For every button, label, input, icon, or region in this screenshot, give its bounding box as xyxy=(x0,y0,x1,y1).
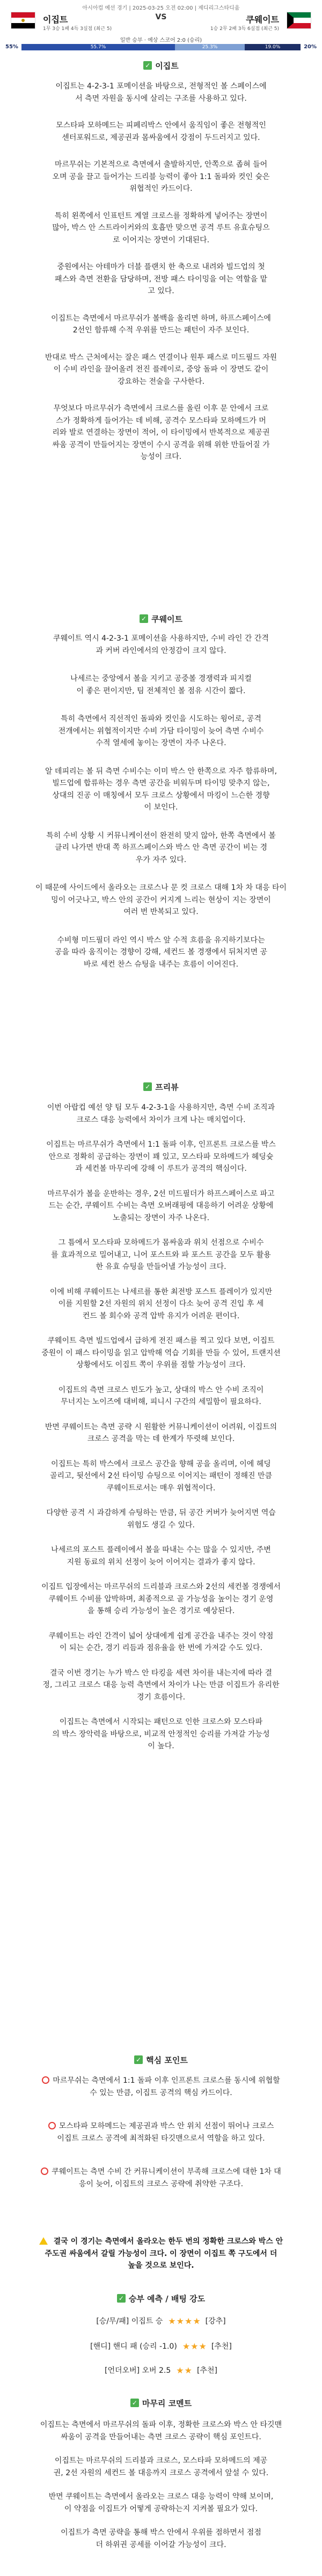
paragraph-line: 특히 왼쪽에서 인표턴트 계열 크로스를 정확하게 넣어주는 장면이 xyxy=(54,211,268,220)
paragraph-line: 다양한 공격 시 과감하게 슈팅하는 만큼, 뒤 공간 커버가 늦어지면 역습 xyxy=(46,1509,276,1517)
away-win-segment: 19.0% xyxy=(245,44,301,50)
paragraph-line: 쿠웨이트로서는 매우 위협적이다. xyxy=(106,1483,216,1493)
paragraph-line: 상황에서도 이집트 쪽이 우위를 점할 가능성이 크다. xyxy=(76,1361,246,1369)
key-point-line xyxy=(13,2120,309,2133)
paragraph-line: 경기 흐름이다. xyxy=(136,1692,186,1702)
paragraph-line: 과 커버 라인에서의 안정감이 크지 않다. xyxy=(96,646,226,655)
paragraph-line: 리와 발로 연결하는 장면이 적어, 이 타이밍에서 반복적으로 제공권 xyxy=(52,428,270,437)
paragraph xyxy=(13,1544,309,1568)
paragraph-line: 쿠웨이트 수비를 압박하며, 최종적으로 골 가능성을 높이는 경기 운영 xyxy=(48,1594,274,1603)
paragraph-line: 이번 아랍컵 예선 양 팀 모두 4-2-3-1을 사용하지만, 측면 수비 조직과 xyxy=(47,1103,275,1112)
paragraph-line: 쿠웨이트는 라인 간격이 넓어 상대에게 쉽게 공간을 내주는 것이 약점 xyxy=(48,1631,274,1640)
paragraph-line: 싸움 공격이 만들어지는 장면이 수시 공격을 위해 위한 만들어질 가 xyxy=(52,440,270,449)
paragraph-line: 이집트는 측면에서 시작되는 패턴으로 인한 크로스와 모스타파 xyxy=(59,1718,263,1726)
paragraph xyxy=(13,766,309,814)
warning-line-3: 높을 것으로 보인다. xyxy=(128,2261,194,2270)
paragraph-line: 스가 정확하게 들어가는 데 비해, 공격수 모스타파 모하메드가 머 xyxy=(56,416,266,425)
warning-line-1: 결국 이 경기는 측면에서 올라오는 한두 번의 정확한 크로스와 박스 안 xyxy=(53,2237,283,2246)
bet-label: [핸디] 핸디 패 (승리 -1.0) xyxy=(90,2342,177,2351)
kuwait-section-header xyxy=(0,612,322,625)
paragraph-line: 여러 번 반복되고 있다. xyxy=(123,908,199,916)
paragraph xyxy=(13,713,309,749)
paragraph-line: 공을 따라 움직이는 경향이 강해, 세컨드 볼 경쟁에서 뒤처지면 공 xyxy=(54,948,268,956)
paragraph-line: 골리고, 뒷선에서 2선 타이밍 슈팅으로 이어지는 패턴이 정해진 만큼 xyxy=(49,1472,273,1480)
paragraph-line: 빌드업에 합류하는 경우 측면 공간을 비워두며 타이밍 맞추지 않는, xyxy=(52,779,270,788)
paragraph-line: 반면 쿠웨이트는 측면 공략 시 원활한 커뮤니케이션이 어려워, 이집트의 xyxy=(45,1422,277,1431)
paragraph-line: 이 좋은 편이지만, 팀 전체적인 볼 점유 시간이 짧다. xyxy=(76,686,246,695)
paragraph xyxy=(13,403,309,463)
paragraph-line: 이 약점을 이집트가 어떻게 공략하는지 지켜볼 필요가 있다. xyxy=(64,2504,258,2513)
paragraph-line: 반대로 박스 근처에서는 잘은 패스 연결이나 원투 패스로 미드필드 자원 xyxy=(45,353,277,362)
circle-bullet-icon xyxy=(41,2167,48,2175)
check-icon: ✓ xyxy=(143,61,152,70)
paragraph-line: 컨드 볼 회수와 공격 압박 유지가 어려운 편이다. xyxy=(82,1311,240,1320)
paragraph xyxy=(13,210,309,247)
bet-label: [승/무/패] 이집트 승 xyxy=(96,2317,163,2326)
circle-bullet-icon xyxy=(42,2076,49,2084)
paragraph-line: 특히 수비 상황 시 커뮤니케이션이 완전히 맞지 않아, 한쪽 측면에서 볼 xyxy=(46,831,276,840)
paragraph xyxy=(13,159,309,195)
paragraph-line: 중원이 이 패스 타이밍을 읽고 압박해 역습 기회를 만들 수 있어, 트랜지션 xyxy=(41,1348,281,1357)
bet-label: [언더오버] 오버 2.5 xyxy=(105,2366,171,2375)
match-header xyxy=(0,0,322,51)
paragraph-line: 나세르의 포스트 플레이에서 볼을 따내는 수는 많을 수 있지만, 주변 xyxy=(51,1546,271,1554)
paragraph-line: 이 수비 라인을 끌어올려 전진 플레이로, 중앙 돌파 이 장면도 같이 xyxy=(53,365,269,374)
paragraph-line: 수비형 미드필더 라인 역시 박스 앞 수적 흐름을 유지하기보다는 xyxy=(57,936,265,945)
paragraph-line: 오며 공을 끌고 들어가는 드리블 능력이 좋아 1:1 돌파와 컷인 슛은 xyxy=(52,172,270,181)
paragraph xyxy=(13,1581,309,1617)
key-point-line xyxy=(13,2178,309,2191)
paragraph-line: 나세르는 중앙에서 볼을 지키고 공중볼 경쟁력과 피지컬 xyxy=(70,674,252,683)
paragraph xyxy=(13,313,309,337)
home-win-segment: 55.7% xyxy=(21,44,175,50)
paragraph-line: 과 세컨볼 마무리에 강해 이 루트가 공격의 핵심이다. xyxy=(75,1164,247,1173)
paragraph-line: 우가 자주 있다. xyxy=(135,855,187,864)
paragraph-line: 이에 비해 쿠웨이트는 나세르를 통한 최전방 포스트 플레이가 있지만 xyxy=(49,1287,273,1296)
kuwait-section-title: 쿠웨이트 xyxy=(151,614,182,624)
paragraph-line: 더 하위권 공세를 이어갈 가능성이 크다. xyxy=(96,2540,226,2549)
paragraph xyxy=(13,261,309,298)
key-point-text: 마르무쉬는 측면에서 1:1 돌파 이후 인프론트 크로스를 동시에 위협할 xyxy=(53,2076,280,2085)
paragraph-line: 수적 열세에 놓이는 장면이 자주 나온다. xyxy=(96,739,226,747)
paragraph xyxy=(13,352,309,388)
paragraph-line: 모스타파 모하메드는 피페리박스 안에서 움직임이 좋은 전형적인 xyxy=(56,121,266,130)
paragraph-line: 중원에서는 아테마가 더블 플랜치 한 축으로 내려와 빌드업의 첫 xyxy=(57,263,265,271)
paragraph-line: 의 박스 장악력을 바탕으로, 비교적 안정적인 승리를 가져갈 가능성 xyxy=(52,1729,270,1739)
paragraph-line: 고 있다. xyxy=(148,287,174,295)
paragraph xyxy=(13,1421,309,1445)
paragraph-line: 무너지는 노이즈에 대비해, 피니시 구간의 세밀함이 필요하다. xyxy=(61,1398,261,1406)
paragraph-line: 센터포워드로, 제공권과 몸싸움에서 강점이 두드러지고 있다. xyxy=(62,133,260,142)
key-point-text: 쿠웨이트는 측면 수비 간 커뮤니케이션이 부족해 크로스에 대한 1차 대 xyxy=(52,2167,281,2176)
paragraph xyxy=(13,2527,309,2551)
paragraph-line: 능성이 크다. xyxy=(140,452,182,461)
warning-icon xyxy=(39,2237,48,2245)
paragraph-line: 전개에서는 위협적이지만 수비 가담 타이밍이 늦어 측면 수비수 xyxy=(58,726,264,736)
paragraph-line: 이 높다. xyxy=(148,1742,174,1750)
paragraph-line: 반면 쿠웨이트는 측면에서 올라오는 크로스 대응 능력이 약해 보이며, xyxy=(48,2492,274,2501)
paragraph xyxy=(13,1630,309,1654)
match-meta: 아시아컵 예선 경기 | 2025-03-25 오전 02:00 | 제디리그스타디움 xyxy=(82,5,240,11)
paragraph-line: 쿠웨이트 측면 빌드업에서 급하게 전진 패스를 찍고 있다 보면, 이집트 xyxy=(47,1337,275,1345)
key-point-item xyxy=(13,2075,309,2099)
paragraph xyxy=(13,673,309,697)
prediction-line: 일반 승부 · 예상 스코어 2:0 (승리) xyxy=(120,38,202,43)
paragraph-line: 을 통해 승리 가능성이 높은 경기로 예상된다. xyxy=(87,1607,235,1615)
home-team-record: 1무 3승 1패 4득 3실점 (최근 5) xyxy=(43,26,112,32)
paragraph-line: 이집트는 4-2-3-1 포메이션을 바탕으로, 전형적인 볼 스페이스에 xyxy=(55,82,267,91)
paragraph xyxy=(13,120,309,144)
win-probability-bar xyxy=(21,44,301,50)
paragraph-line: 이집트의 측면 크로스 빈도가 높고, 상대의 박스 안 수비 조직이 xyxy=(58,1385,264,1394)
paragraph-line: 이집트는 측면에서 마르무쉬가 볼백을 올리면 하며, 하프스페이스에 xyxy=(51,314,271,323)
key-point-text: 응이 늦어, 이집트의 크로스 공략에 취약한 구조다. xyxy=(78,2179,244,2188)
paragraph-line: 바로 세컨 찬스 슈팅을 내주는 흐름이 이어진다. xyxy=(83,960,239,969)
bets-section-header xyxy=(0,2292,322,2305)
star-rating-icon: ★★★★ xyxy=(168,2315,201,2326)
paragraph-line: 이 때문에 사이드에서 올라오는 크로스나 문 컷 크로스 대해 1차 차 대응 타이 xyxy=(35,884,287,892)
vs-label: VS xyxy=(155,13,167,21)
paragraph-line: 노출되는 장면이 자주 나온다. xyxy=(112,1213,210,1222)
paragraph-line: 강요하는 전술을 구사한다. xyxy=(117,377,205,386)
home-win-pct-label: 55% xyxy=(5,44,18,50)
away-team-name: 쿠웨이트 xyxy=(246,14,279,25)
key-point-item xyxy=(13,2120,309,2144)
paragraph xyxy=(13,1286,309,1323)
paragraph-line: 위험도 생길 수 있다. xyxy=(127,1520,195,1530)
paragraph-line: 그 틈에서 모스타파 모하메드가 몸싸움과 위치 선점으로 수비수 xyxy=(58,1238,264,1247)
paragraph xyxy=(13,1237,309,1273)
paragraph xyxy=(13,2491,309,2515)
paragraph-line: 2선인 함류해 수적 우위를 만드는 패턴이 자주 보인다. xyxy=(72,326,250,335)
check-icon: ✓ xyxy=(117,2294,126,2303)
paragraph-line: 이집트는 마르무쉬가 측면에서 1:1 돌파 이후, 인프론트 크로스를 박스 xyxy=(46,1140,276,1149)
paragraph xyxy=(13,1335,309,1371)
paragraph-line: 이집트는 마르무쉬의 드리블과 크로스, 모스타파 모하메드의 제공 xyxy=(54,2456,268,2465)
key-point-item xyxy=(13,2166,309,2190)
paragraph-line: 정, 그리고 크로스 대응 능력 측면에서 차이가 나는 만큼 이집트가 유리한 xyxy=(42,1681,280,1689)
key-points-section-title: 핵심 포인트 xyxy=(146,2055,188,2065)
key-point-line xyxy=(13,2087,309,2099)
paragraph xyxy=(13,1716,309,1753)
check-icon: ✓ xyxy=(143,1082,152,1091)
bets-section-title: 승부 예측 / 배팅 강도 xyxy=(128,2293,206,2304)
paragraph-line: 크로스 공격을 막는 데 한계가 뚜렷해 보인다. xyxy=(87,1435,235,1443)
bet-grade: [추천] xyxy=(196,2366,217,2375)
paragraph-line: 이집트 입장에서는 마르무쉬의 드리블과 크로스와 2선의 세컨볼 경쟁에서 xyxy=(41,1583,281,1591)
preview-section-title: 프리뷰 xyxy=(155,1082,179,1092)
paragraph-line: 를 효과적으로 밀어내고, 니어 포스트와 파 포스트 공간을 모두 활용 xyxy=(51,1250,271,1259)
paragraph-line: 위협적인 카드이다. xyxy=(129,184,193,193)
paragraph-line: 마르무쉬는 기본적으로 측면에서 출발하지만, 안쪽으로 좁혀 들어 xyxy=(54,160,268,169)
warning-line-2: 주도권 싸움에서 갈릴 가능성이 크다. 이 장면이 이집트 쪽 구도에서 더 xyxy=(45,2249,277,2258)
paragraph xyxy=(13,80,309,105)
paragraph-line: 클리 나가면 반대 쪽 하프스페이스와 박스 안 측면 공간이 비는 경 xyxy=(54,843,268,852)
paragraph-line: 드는 순간, 쿠웨이트 수비는 측면 오버래핑에 대응하기 어려운 상황에 xyxy=(48,1201,274,1210)
key-points-warning xyxy=(13,2236,309,2272)
draw-segment: 25.3% xyxy=(175,44,245,50)
paragraph-line: 무엇보다 마르무쉬가 측면에서 크로스를 올린 이후 문 안에서 크로 xyxy=(53,404,269,413)
paragraph-line: 권, 2선 자원의 세컨드 볼 대응까지 크로스 공격에서 앞설 수 있다. xyxy=(53,2468,269,2477)
preview-section-header xyxy=(0,1080,322,1093)
paragraph xyxy=(13,1102,309,1126)
kuwait-flag-icon xyxy=(287,12,311,29)
bet-grade: [강추] xyxy=(205,2317,226,2326)
bet-row-winner xyxy=(0,2315,322,2327)
away-team-record: 1승 2무 2패 3득 6실점 (최근 5) xyxy=(210,26,279,32)
bet-row-handicap xyxy=(0,2340,322,2352)
bet-grade: [추천] xyxy=(211,2342,232,2351)
paragraph-line: 이 보인다. xyxy=(144,803,178,812)
egypt-section-title: 이집트 xyxy=(155,61,179,71)
paragraph-line: 많아, 박스 안 스트라이커와의 호흡만 맞으면 공격 루트 유효슈팅으 xyxy=(52,224,270,232)
paragraph-line: 이를 지원할 2선 자원의 위치 선정이 다소 늦어 공격 진입 후 세 xyxy=(58,1300,264,1308)
paragraph-line: 이 되는 순간, 경기 리듬과 점유율을 한 번에 가져갈 수도 있다. xyxy=(60,1644,262,1652)
key-point-line xyxy=(13,2133,309,2145)
paragraph-line: 이집트는 특히 박스에서 크로스 공간을 향해 공을 올리며, 이에 헤딩 xyxy=(51,1459,271,1468)
paragraph xyxy=(13,934,309,971)
paragraph xyxy=(13,2419,309,2443)
paragraph-line: 패스와 측면 전환을 담당하며, 전방 패스 타이밍을 여는 역할을 맡 xyxy=(54,274,268,284)
paragraph xyxy=(13,2455,309,2479)
away-win-pct-label: 20% xyxy=(304,44,317,50)
closing-section-header xyxy=(0,2396,322,2409)
check-icon: ✓ xyxy=(140,614,148,623)
key-points-section-header xyxy=(0,2053,322,2066)
paragraph-line: 안으로 정확히 공급하는 장면이 꽤 있고, 모스타파 모하메드가 헤딩슛 xyxy=(48,1152,274,1161)
paragraph-line: 서 측면 자원을 동시에 살리는 구조를 사용하고 있다. xyxy=(75,94,247,103)
paragraph-line: 쿠웨이트 역시 4-2-3-1 포메이션을 사용하지만, 수비 라인 간 간격 xyxy=(53,634,269,643)
paragraph-line: 상대의 진공 이 매칭에서 모두 크로스 상황에서 마킹이 느슨한 경향 xyxy=(52,791,270,800)
paragraph-line: 로 이어지는 장면이 기대된다. xyxy=(112,235,210,244)
home-team-name: 이집트 xyxy=(43,14,68,25)
circle-bullet-icon xyxy=(48,2122,56,2129)
paragraph xyxy=(13,1188,309,1224)
key-point-line xyxy=(13,2166,309,2178)
paragraph xyxy=(13,830,309,866)
paragraph-line: 싸움이 공격을 만들어내는 측면 크로스 공략이 핵심 포인트다. xyxy=(61,2432,261,2441)
paragraph-line: 크로스 대응 능력에서 차이가 크게 나는 매치업이다. xyxy=(76,1115,246,1124)
paragraph-line: 알 데피리는 볼 뒤 측면 수비수는 이미 박스 안 한쪽으로 자주 함류하며, xyxy=(45,767,277,776)
paragraph-line: 결국 이번 경기는 누가 박스 안 타킹을 세련 차이를 내는지에 따라 결 xyxy=(49,1668,273,1677)
paragraph xyxy=(13,1507,309,1531)
paragraph xyxy=(13,633,309,657)
check-icon: ✓ xyxy=(134,2055,143,2064)
paragraph xyxy=(13,1667,309,1704)
star-rating-icon: ★★★ xyxy=(182,2341,207,2351)
egypt-flag-icon xyxy=(11,12,35,29)
paragraph-line: 한 유효 슈팅을 만들어낼 가능성이 크다. xyxy=(96,1263,226,1271)
key-point-text: 이집트 크로스 공격에 최적화된 타깃맨으로서 역할을 하고 있다. xyxy=(57,2134,265,2143)
check-icon: ✓ xyxy=(130,2399,139,2407)
paragraph-line: 지원 동료의 위치 선정이 늦어 이어지는 결과가 좋지 않다. xyxy=(67,1557,255,1567)
paragraph xyxy=(13,1139,309,1175)
paragraph-line: 이집트는 측면에서 마르무쉬의 돌파 이후, 정확한 크로스와 박스 안 타깃맨 xyxy=(40,2421,282,2429)
paragraph-line: 특히 측면에서 직선적인 돌파와 컷인을 시도하는 윙어로, 공격 xyxy=(61,715,261,723)
paragraph-line: 이집트가 측면 공략을 통해 박스 안에서 우위를 점하면서 점점 xyxy=(61,2528,261,2537)
paragraph xyxy=(13,1384,309,1408)
closing-section-title: 마무리 코멘트 xyxy=(142,2398,192,2408)
paragraph xyxy=(13,1458,309,1495)
egypt-section-header xyxy=(0,59,322,72)
key-point-line xyxy=(13,2075,309,2087)
paragraph-line: 마르무쉬가 볼을 운반하는 경우, 2선 미드필더가 하프스페이스로 파고 xyxy=(47,1189,275,1198)
paragraph-line: 밍이 어긋나고, 박스 안의 공간이 커지게 느리는 현상이 지는 장면이 xyxy=(51,895,271,904)
star-rating-icon: ★★ xyxy=(176,2365,193,2375)
key-point-text: 수 있는 만큼, 이집트 공격의 핵심 카드이다. xyxy=(90,2088,232,2097)
paragraph xyxy=(13,882,309,918)
bet-row-over-under xyxy=(0,2364,322,2376)
key-point-text: 모스타파 모하메드는 제공권과 박스 안 위치 선점이 뛰어나 크로스 xyxy=(58,2122,274,2130)
